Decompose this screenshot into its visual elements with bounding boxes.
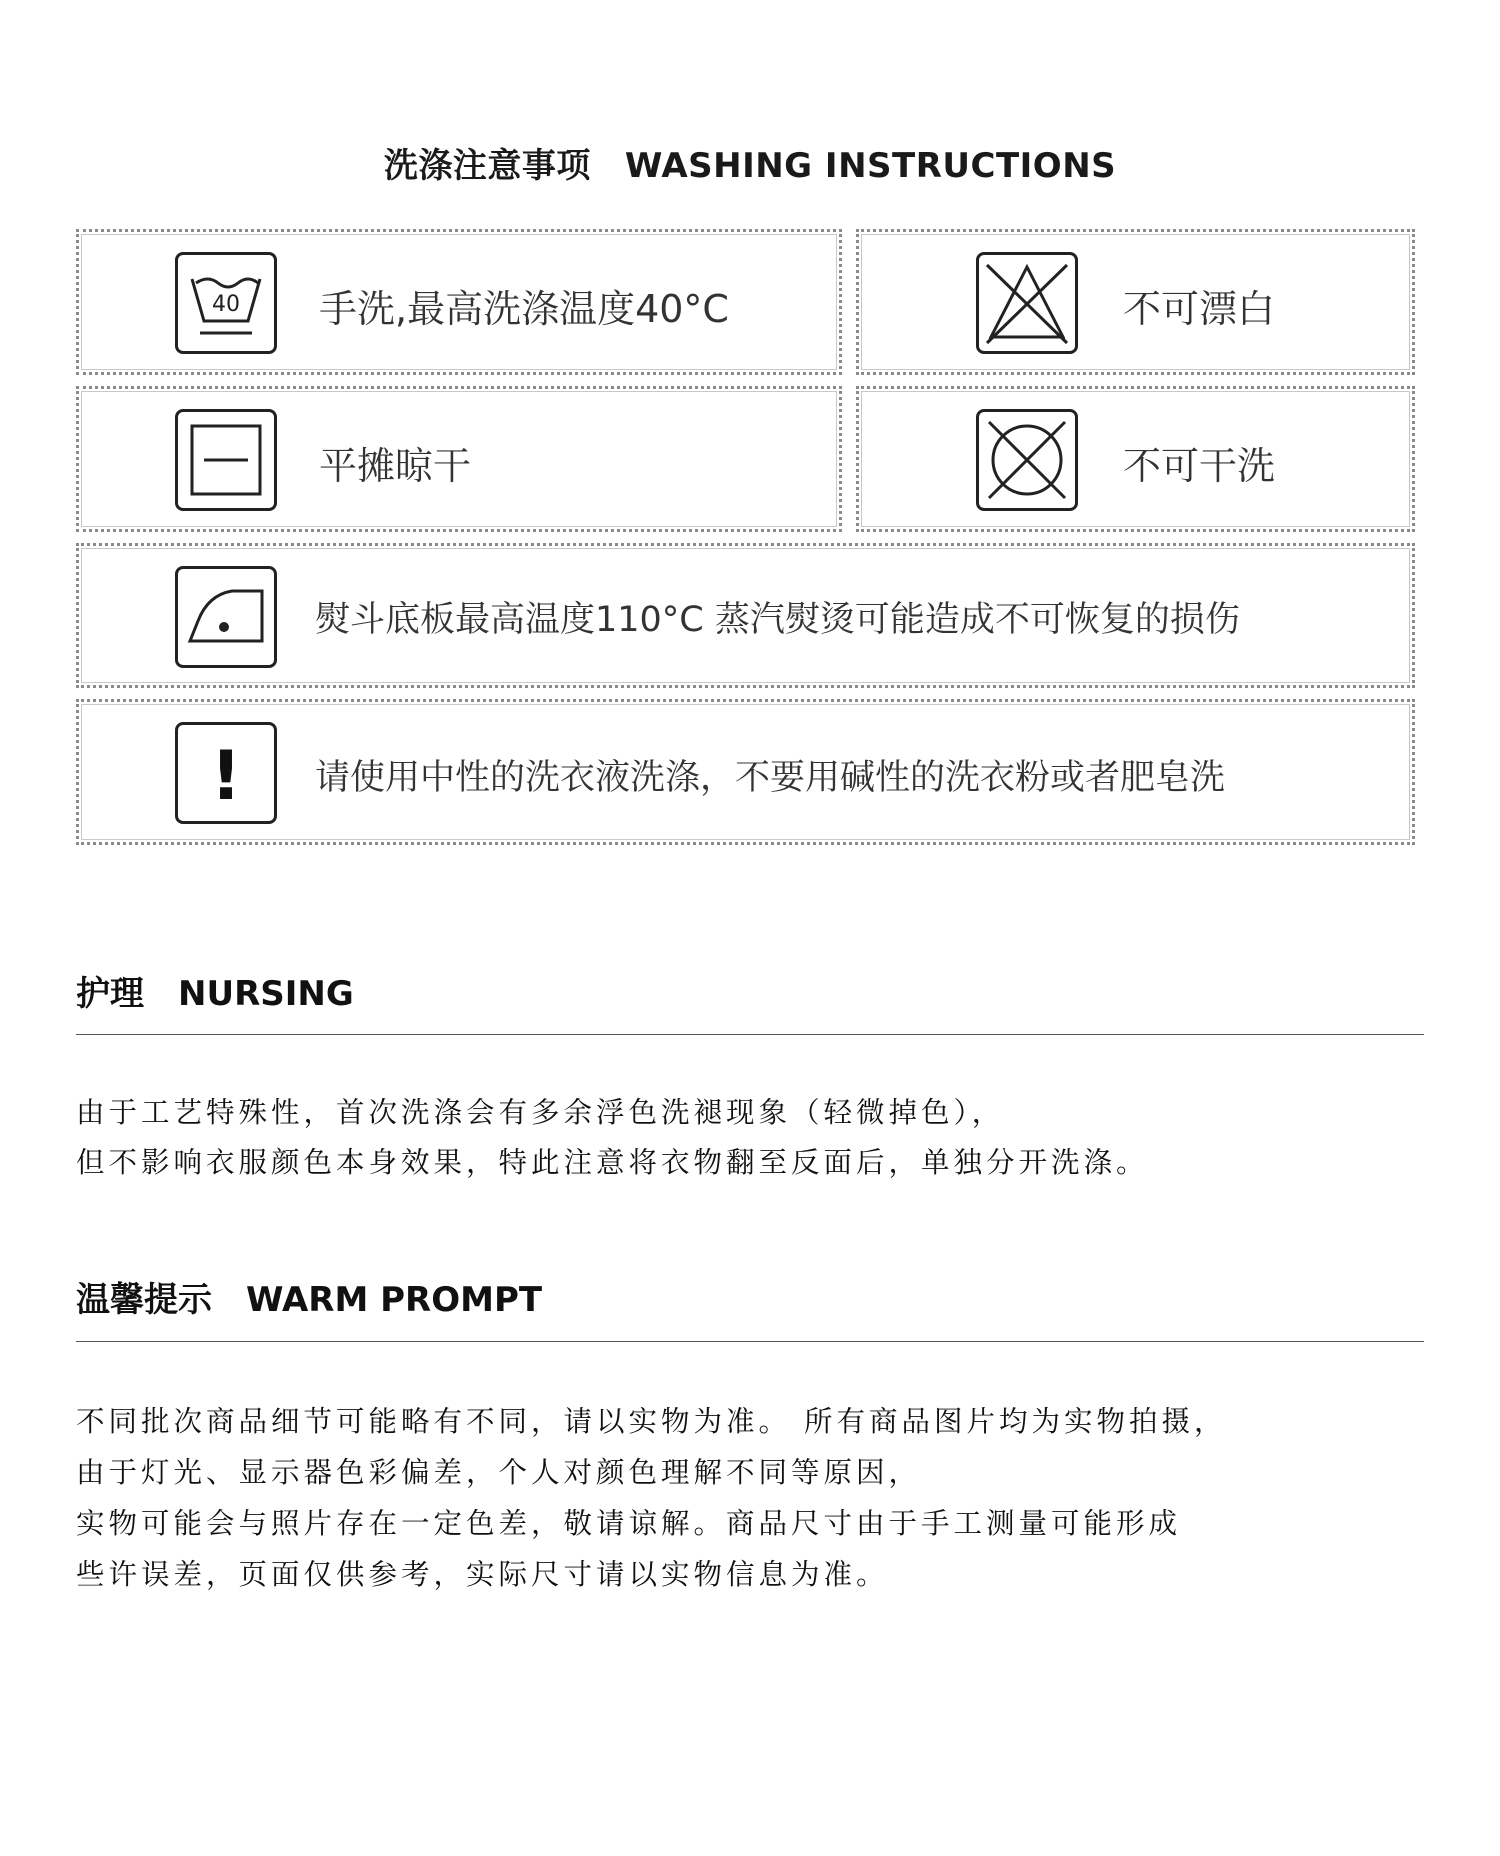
iron-110-icon xyxy=(175,566,277,668)
care-text-dry-flat: 平摊晾干 xyxy=(319,444,472,488)
prompt-line: 不同批次商品细节可能略有不同，请以实物为准。 所有商品图片均为实物拍摄， xyxy=(76,1405,1227,1438)
care-item-iron xyxy=(76,543,1415,688)
nursing-line: 由于工艺特殊性，首次洗涤会有多余浮色洗褪现象（轻微掉色）， xyxy=(76,1096,1005,1129)
exclamation-icon xyxy=(175,722,277,824)
nursing-line: 但不影响衣服颜色本身效果，特此注意将衣物翻至反面后，单独分开洗涤。 xyxy=(76,1146,1149,1179)
wash-temp-label: 40 xyxy=(212,292,240,317)
prompt-title-en: WARM PROMPT xyxy=(246,1280,543,1320)
prompt-line: 实物可能会与照片存在一定色差，敬请谅解。商品尺寸由于手工测量可能形成 xyxy=(76,1507,1182,1540)
nursing-title-cn: 护理 xyxy=(76,974,144,1014)
prompt-divider xyxy=(76,1341,1424,1342)
care-item-dry-flat xyxy=(76,386,842,532)
no-bleach-icon xyxy=(976,252,1078,354)
nursing-title xyxy=(76,966,354,1015)
care-text-iron: 熨斗底板最高温度110°C 蒸汽熨烫可能造成不可恢复的损伤 xyxy=(315,600,1240,640)
nursing-title-en: NURSING xyxy=(178,974,354,1014)
care-item-hand-wash xyxy=(76,229,842,375)
no-dry-clean-icon xyxy=(976,409,1078,511)
hand-wash-40-icon xyxy=(175,252,277,354)
care-text-detergent: 请使用中性的洗衣液洗涤，不要用碱性的洗衣粉或者肥皂洗 xyxy=(315,758,1226,798)
care-text-no-bleach: 不可漂白 xyxy=(1123,287,1276,331)
nursing-divider xyxy=(76,1034,1424,1035)
prompt-title xyxy=(76,1272,542,1321)
washing-title-en: WASHING INSTRUCTIONS xyxy=(624,146,1117,186)
care-item-detergent xyxy=(76,699,1415,845)
prompt-text xyxy=(76,1396,1227,1600)
dry-flat-icon xyxy=(175,409,277,511)
care-text-hand-wash: 手洗,最高洗涤温度40°C xyxy=(319,287,729,331)
nursing-text xyxy=(76,1088,1149,1188)
prompt-line: 由于灯光、显示器色彩偏差，个人对颜色理解不同等原因， xyxy=(76,1456,922,1489)
prompt-line: 些许误差，页面仅供参考，实际尺寸请以实物信息为准。 xyxy=(76,1558,889,1591)
care-item-no-bleach xyxy=(856,229,1415,375)
washing-title xyxy=(0,138,1500,187)
care-text-no-dry-clean: 不可干洗 xyxy=(1123,444,1276,488)
care-item-no-dry-clean xyxy=(856,386,1415,532)
prompt-title-cn: 温馨提示 xyxy=(76,1280,212,1320)
washing-title-cn: 洗涤注意事项 xyxy=(383,146,591,186)
warning-mark: ! xyxy=(210,737,242,816)
